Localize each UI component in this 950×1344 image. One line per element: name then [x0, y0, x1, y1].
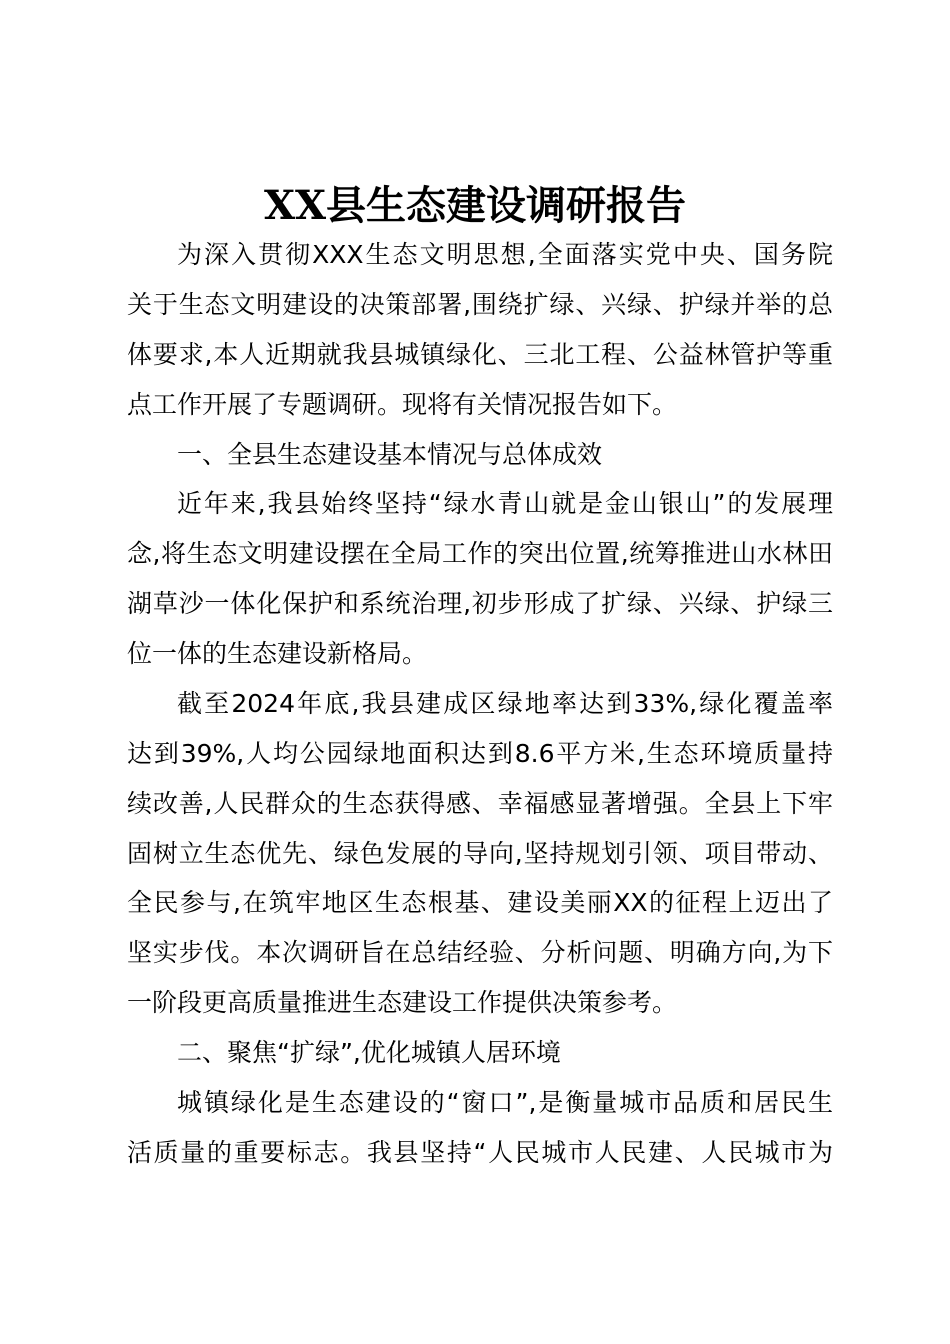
paragraph-line: 为深入贯彻XXX生态文明思想,全面落实党中央、国务院: [177, 240, 833, 269]
paragraph-line: 一阶段更高质量推进生态建设工作提供决策参考。: [127, 988, 678, 1017]
paragraph-line: 全民参与,在筑牢地区生态根基、建设美丽XX的征程上迈出了: [127, 888, 833, 917]
paragraph-line: 念,将生态文明建设摆在全局工作的突出位置,统筹推进山水林田: [127, 539, 833, 568]
paragraph-line: 固树立生态优先、绿色发展的导向,坚持规划引领、项目带动、: [127, 839, 833, 868]
paragraph-line: 坚实步伐。本次调研旨在总结经验、分析问题、明确方向,为下: [127, 938, 833, 967]
paragraph-line: 续改善,人民群众的生态获得感、幸福感显著增强。全县上下牢: [127, 789, 833, 818]
section-heading: 二、聚焦“扩绿”,优化城镇人居环境: [177, 1038, 561, 1067]
paragraph-line: 活质量的重要标志。我县坚持“人民城市人民建、人民城市为: [127, 1138, 833, 1167]
paragraph-line: 截至2024年底,我县建成区绿地率达到33%,绿化覆盖率: [177, 689, 833, 718]
paragraph-line: 达到39%,人均公园绿地面积达到8.6平方米,生态环境质量持: [127, 739, 833, 768]
paragraph-line: 位一体的生态建设新格局。: [127, 639, 428, 668]
paragraph-line: 关于生态文明建设的决策部署,围绕扩绿、兴绿、护绿并举的总: [127, 290, 833, 319]
paragraph-line: 湖草沙一体化保护和系统治理,初步形成了扩绿、兴绿、护绿三: [127, 589, 833, 618]
paragraph-line: 点工作开展了专题调研。现将有关情况报告如下。: [127, 390, 678, 419]
paragraph-line: 近年来,我县始终坚持“绿水青山就是金山银山”的发展理: [177, 489, 833, 518]
section-heading: 一、全县生态建设基本情况与总体成效: [177, 440, 603, 469]
paragraph-line: 体要求,本人近期就我县城镇绿化、三北工程、公益林管护等重: [127, 340, 833, 369]
document-title: XX县生态建设调研报告: [263, 182, 687, 229]
paragraph-line: 城镇绿化是生态建设的“窗口”,是衡量城市品质和居民生: [177, 1088, 833, 1117]
